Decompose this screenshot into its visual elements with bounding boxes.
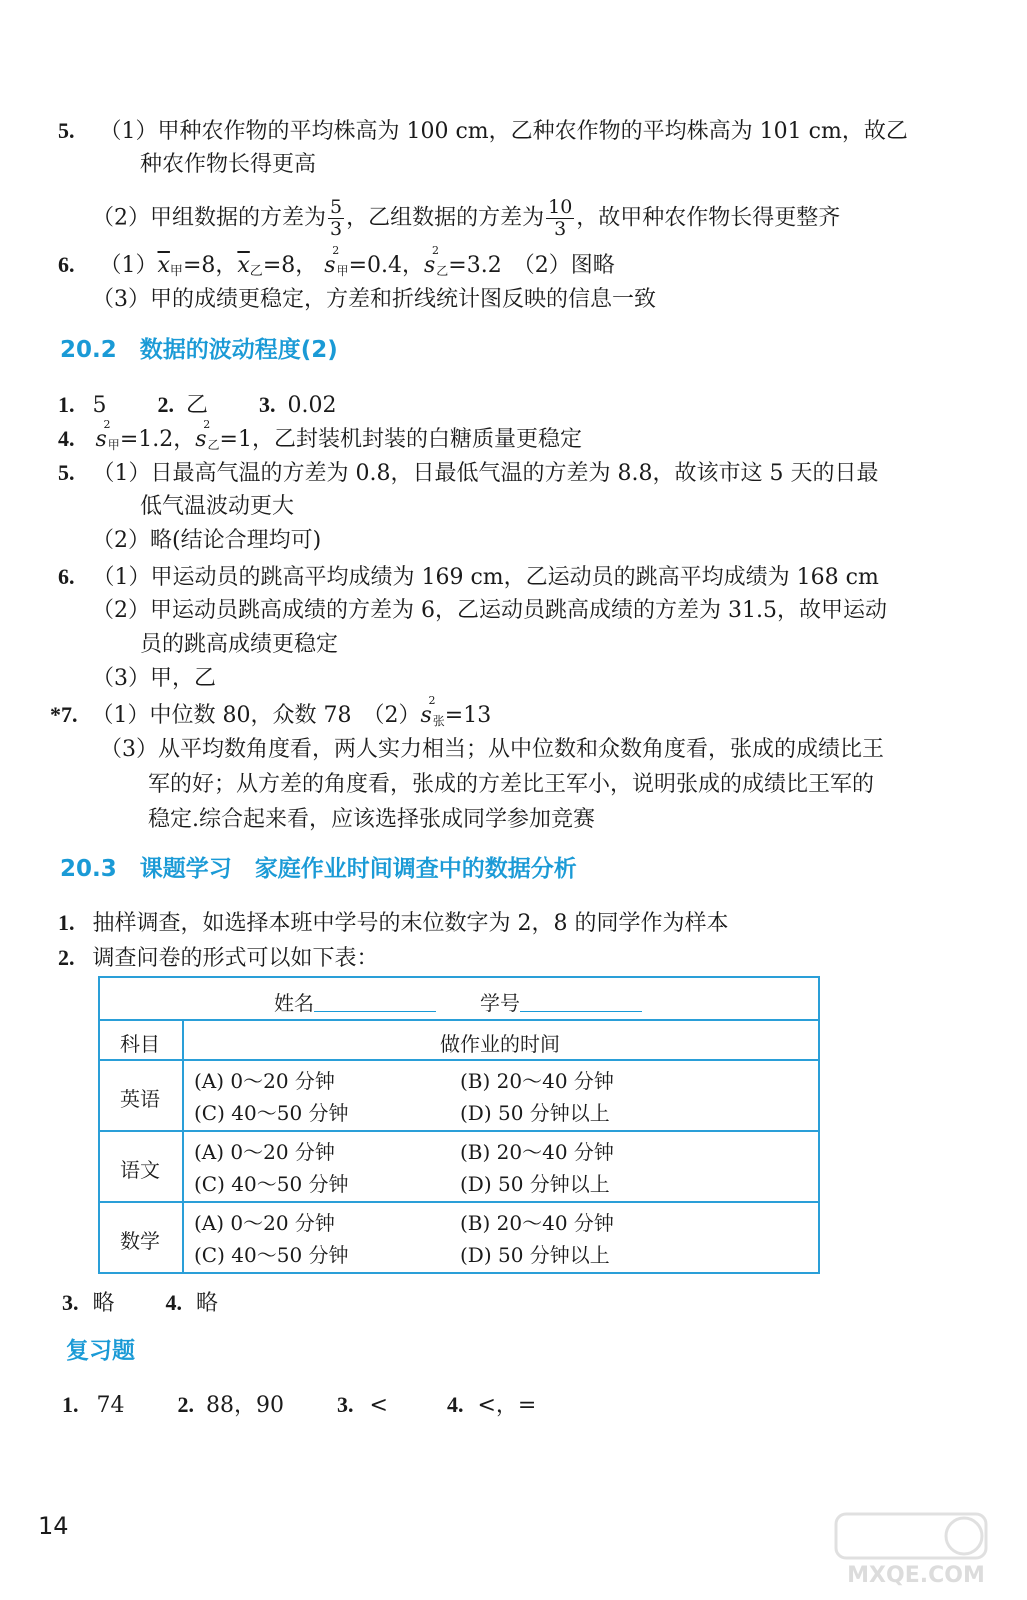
q1-answer: 抽样调查，如选择本班中学号的末位数字为 2，8 的同学作为样本 [92,911,729,936]
s-letter: s [420,703,432,728]
q6-part1-text: （1）甲运动员的跳高平均成绩为 169 cm，乙运动员的跳高平均成绩为 168 cm [92,565,879,590]
subject-cell: 语文 [120,1158,160,1182]
watermark-circle [946,1518,982,1554]
mean-yi-value: =8， [262,253,318,278]
subscript-zhang: 张 [432,714,445,728]
q2-number: 2. [58,945,75,970]
q3-number: 3. [337,1392,354,1417]
fraction-numerator: 10 [548,196,573,218]
option-c: (C) 40～50 分钟 [194,1172,349,1196]
q5-part1-text: （1）日最高气温的方差为 0.8，日最低气温的方差为 8.8，故该市这 5 天的日最 [92,461,879,486]
id-label: 学号 [480,991,520,1015]
subscript-jia: 甲 [169,264,183,279]
s-letter: s [95,427,107,452]
mean-x-symbol: $\overline{x}$ [237,253,250,278]
q5-part2-c: ，故甲种农作物长得更整齐 [576,205,841,231]
q3-answer: 略 [92,1291,115,1316]
q4-value-a: =1.2， [119,427,196,452]
s2-q6-line4: （3）甲，乙 [92,666,216,691]
s2-q6-line2: （2）甲运动员跳高成绩的方差为 6，乙运动员跳高成绩的方差为 31.5，故甲运动 [92,598,887,623]
s2-q5-line2: 低气温波动更大 [140,494,295,519]
option-b: (B) 20～40 分钟 [460,1211,614,1235]
q7-number: *7. [50,702,78,727]
q5-line2: 种农作物长得更高 [140,152,317,177]
s2-q6-line1 [58,562,879,593]
s3-q3-q4 [62,1288,218,1319]
watermark-logo [826,1508,1006,1588]
s2-q4 [58,418,582,460]
q1-number: 1. [58,392,75,417]
q5-line1 [58,116,908,147]
variance-jia-value: =0.4， [348,253,424,278]
survey-column-header-row [100,1019,818,1061]
page-number: 14 [38,1512,69,1540]
s2-q7-line2: （3）从平均数角度看，两人实力相当；从中位数和众数角度看，张成的成绩比王 [100,737,884,762]
q3-number: 3. [62,1290,79,1315]
option-a: (A) 0～20 分钟 [194,1140,335,1164]
subscript-yi: 乙 [249,264,263,279]
name-blank [314,1011,436,1012]
q5-part1-text: （1）甲种农作物的平均株高为 100 cm，乙种农作物的平均株高为 101 cm，故乙 [99,119,908,144]
q4-number: 4. [165,1290,183,1315]
survey-header-row [100,978,818,1021]
option-a: (A) 0～20 分钟 [194,1069,335,1093]
q5-number: 5. [58,118,75,143]
option-c: (C) 40～50 分钟 [194,1243,349,1267]
s3-q2 [58,943,379,974]
superscript-2: 2 [103,418,111,431]
q2-answer: 乙 [186,393,209,418]
column-divider [182,1019,184,1272]
fraction-10-3 [546,197,574,240]
s-letter: s [423,253,436,278]
q4-number: 4. [446,1392,464,1417]
subscript-jia: 甲 [336,264,349,278]
section-heading-20-2: 20.2 数据的波动程度(2) [60,337,338,363]
watermark-frame [836,1514,986,1558]
s-letter: s [195,427,207,452]
q2-answer: 调查问卷的形式可以如下表： [92,946,379,971]
s2-q7-line4: 稳定.综合起来看，应该选择张成同学参加竞赛 [148,807,595,832]
q2-answer: 88，90 [206,1393,284,1418]
superscript-2: 2 [332,244,340,257]
option-d: (D) 50 分钟以上 [460,1172,610,1196]
q5-line3 [92,197,840,240]
variance-yi-value: =3.2 （2）图略 [448,253,615,278]
q6-number: 6. [58,252,75,277]
s3-q1 [58,908,728,939]
section-heading-review: 复习题 [66,1338,135,1364]
q6-line2: （3）甲的成绩更稳定，方差和折线统计图反映的信息一致 [92,287,656,312]
mean-x-symbol: $\overline{x}$ [157,253,170,278]
subject-cell: 英语 [120,1087,160,1111]
q5-number: 5. [58,460,75,485]
option-d: (D) 50 分钟以上 [460,1243,610,1267]
superscript-2: 2 [431,244,439,257]
q5-part2-b: ，乙组数据的方差为 [346,205,545,231]
q3-answer: 0.02 [287,393,337,418]
s2-q7-line3: 军的好；从方差的角度看，张成的方差比王军小，说明张成的成绩比王军的 [148,772,875,797]
col-subject-header: 科目 [120,1032,160,1056]
q7-part1-text: （1）中位数 80，众数 78 （2） [91,703,421,728]
s2-q6-line3: 员的跳高成绩更稳定 [140,632,339,657]
section-heading-20-3: 20.3 课题学习 家庭作业时间调查中的数据分析 [60,856,577,882]
id-blank [520,1011,642,1012]
q7-variance-value: =13 [444,703,492,728]
s-letter: s [324,253,336,278]
q6-number: 6. [58,564,75,589]
s2-q5-line3: （2）略(结论合理均可) [92,528,322,553]
fraction-denominator: 3 [330,218,343,240]
survey-row-math [100,1201,818,1272]
q4-answer: <，= [477,1393,537,1418]
option-b: (B) 20～40 分钟 [460,1069,614,1093]
s2-q7-line1 [50,694,492,736]
option-d: (D) 50 分钟以上 [460,1101,610,1125]
q1-answer: 5 [92,393,107,418]
survey-row-english [100,1059,818,1132]
name-field [274,987,436,1016]
q2-number: 2. [177,1392,194,1417]
variance-symbol [195,418,220,460]
fraction-numerator: 5 [330,196,343,218]
superscript-2: 2 [203,418,211,431]
option-b: (B) 20～40 分钟 [460,1140,614,1164]
fraction-denominator: 3 [554,218,567,240]
q6-line1 [58,244,615,287]
q4-value-b: =1，乙封装机封装的白糖质量更稳定 [219,427,582,452]
q1-number: 1. [58,910,75,935]
variance-symbol [423,244,449,286]
q4-number: 4. [58,426,75,451]
q3-answer: < [369,1393,388,1418]
q3-number: 3. [259,392,276,417]
subscript-yi: 乙 [207,438,220,452]
name-label: 姓名 [274,991,314,1015]
mean-jia-value: =8， [182,253,238,278]
s2-q5-line1 [58,458,878,489]
survey-table [98,976,820,1274]
variance-symbol [420,694,445,736]
q1-answer: 74 [96,1393,125,1418]
subscript-jia: 甲 [107,438,120,452]
option-c: (C) 40～50 分钟 [194,1101,349,1125]
subject-cell: 数学 [120,1229,160,1253]
q2-number: 2. [157,392,174,417]
variance-symbol [95,418,120,460]
survey-row-chinese [100,1130,818,1203]
id-field [480,987,642,1016]
s2-row1 [58,390,337,421]
q6-part1-label: （1） [99,253,158,278]
col-time-header: 做作业的时间 [440,1032,560,1056]
q4-answer: 略 [196,1291,219,1316]
fraction-5-3 [328,197,344,240]
variance-symbol [324,244,349,286]
watermark-text: MXQE.COM [847,1563,985,1588]
subscript-yi: 乙 [436,264,449,278]
option-a: (A) 0～20 分钟 [194,1211,335,1235]
review-answers [62,1390,536,1421]
superscript-2: 2 [428,694,436,707]
q5-part2-a: （2）甲组数据的方差为 [92,205,326,231]
q1-number: 1. [62,1392,79,1417]
